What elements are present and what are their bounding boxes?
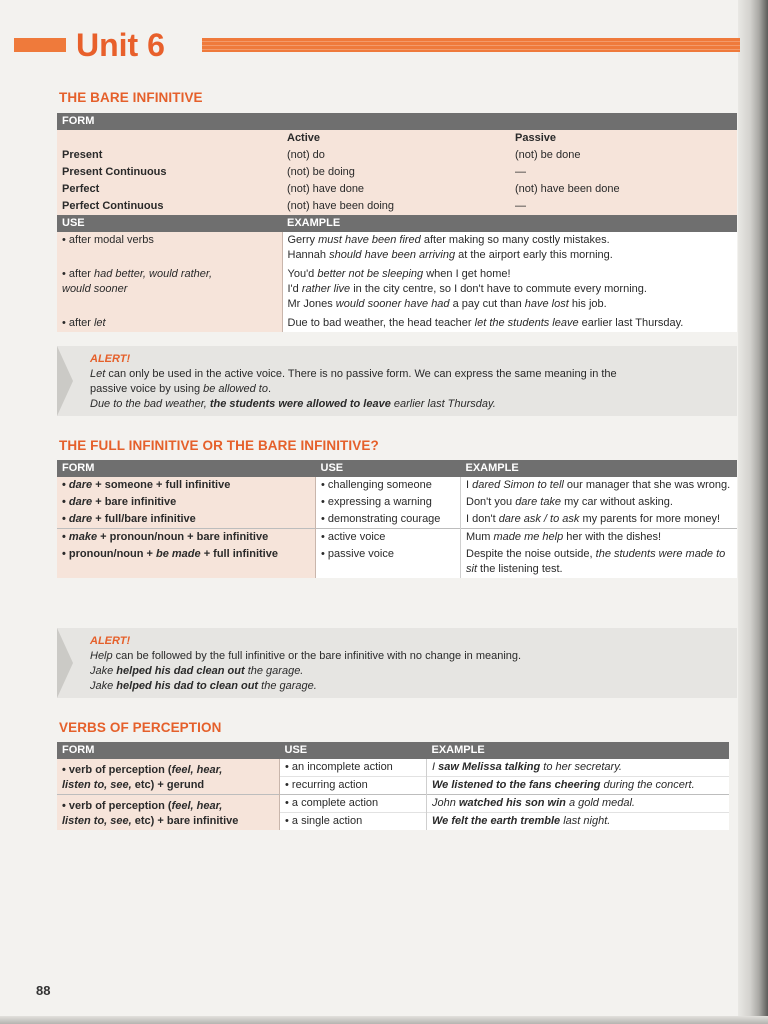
table-row: • dare + full/bare infinitive • demonstrating courage I don't dare ask / to ask my parents for more money!	[57, 511, 737, 529]
page-edge	[738, 0, 768, 1024]
full-or-bare-table	[57, 460, 737, 578]
form-row: Perfect Continuous (not) have been doing —	[57, 198, 737, 215]
section-title-verbs-of-perception: VERBS OF PERCEPTION	[59, 720, 222, 735]
unit-header	[14, 26, 740, 66]
alert-arrow-icon	[57, 346, 73, 416]
table-row: • verb of perception (feel, hear, listen to, see, etc) + gerund • an incomplete action I saw Melissa talking to her secretary.	[57, 759, 729, 777]
section-title-bare-infinitive: THE BARE INFINITIVE	[59, 90, 203, 105]
form-row: Perfect (not) have done (not) have been done	[57, 181, 737, 198]
table-row: • a single action We felt the earth tremble last night.	[57, 813, 729, 831]
use-header: USE	[316, 460, 461, 477]
page-number: 88	[36, 983, 51, 998]
alert-label: ALERT!	[90, 353, 131, 365]
form-row: Present Continuous (not) be doing —	[57, 164, 737, 181]
use-row: • after let Due to bad weather, the head teacher let the students leave earlier last Thursday.	[57, 313, 737, 332]
unit-title: Unit 6	[76, 27, 165, 63]
alert-label: ALERT!	[90, 635, 131, 647]
header-bar-right	[202, 38, 740, 52]
table-row: • recurring action We listened to the fans cheering during the concert.	[57, 777, 729, 795]
use-row: • after had better, would rather, would sooner You'd better not be sleeping when I get home! I'd rather live in the city centre, so I don't have to commute every morning. Mr Jones would sooner have had a pay cut than have lost his job.	[57, 264, 737, 313]
use-row: • after modal verbs Gerry must have been fired after making so many costly mistakes. Hannah should have been arriving at the airport early this morning.	[57, 232, 737, 264]
page-bottom-edge	[0, 1016, 768, 1024]
passive-header: Passive	[510, 130, 737, 147]
use-header: USE	[57, 215, 282, 232]
form-header: FORM	[57, 460, 316, 477]
table-row: • pronoun/noun + be made + full infinitive • passive voice Despite the noise outside, the students were made to sit the listening test.	[57, 546, 737, 578]
table-row: • make + pronoun/noun + bare infinitive • active voice Mum made me help her with the dishes!	[57, 529, 737, 547]
example-header: EXAMPLE	[427, 742, 730, 759]
header-bar-left	[14, 38, 66, 52]
table-row: • dare + someone + full infinitive • challenging someone I dared Simon to tell our manager that she was wrong.	[57, 477, 737, 494]
section-title-full-or-bare: THE FULL INFINITIVE OR THE BARE INFINITIVE?	[59, 438, 379, 453]
bare-infinitive-table	[57, 113, 737, 332]
table-row: • verb of perception (feel, hear, listen to, see, etc) + bare infinitive • a complete action John watched his son win a gold medal.	[57, 795, 729, 813]
verbs-of-perception-table	[57, 742, 729, 830]
alert-box-help: ALERT! Help can be followed by the full infinitive or the bare infinitive with no change in meaning. Jake helped his dad clean out the garage. Jake helped his dad to clean out the garage.	[57, 628, 737, 698]
use-header: USE	[280, 742, 427, 759]
example-header: EXAMPLE	[461, 460, 738, 477]
alert-arrow-icon	[57, 628, 73, 698]
table-row: • dare + bare infinitive • expressing a warning Don't you dare take my car without asking.	[57, 494, 737, 511]
form-row: Present (not) do (not) be done	[57, 147, 737, 164]
active-header: Active	[282, 130, 510, 147]
form-header: FORM	[57, 113, 737, 130]
alert-box-let: ALERT! Let can only be used in the active voice. There is no passive form. We can express the same meaning in the passive voice by using be allowed to. Due to the bad weather, the students were allowed to leave earlier last Thursday.	[57, 346, 737, 416]
form-header: FORM	[57, 742, 280, 759]
example-header: EXAMPLE	[282, 215, 737, 232]
